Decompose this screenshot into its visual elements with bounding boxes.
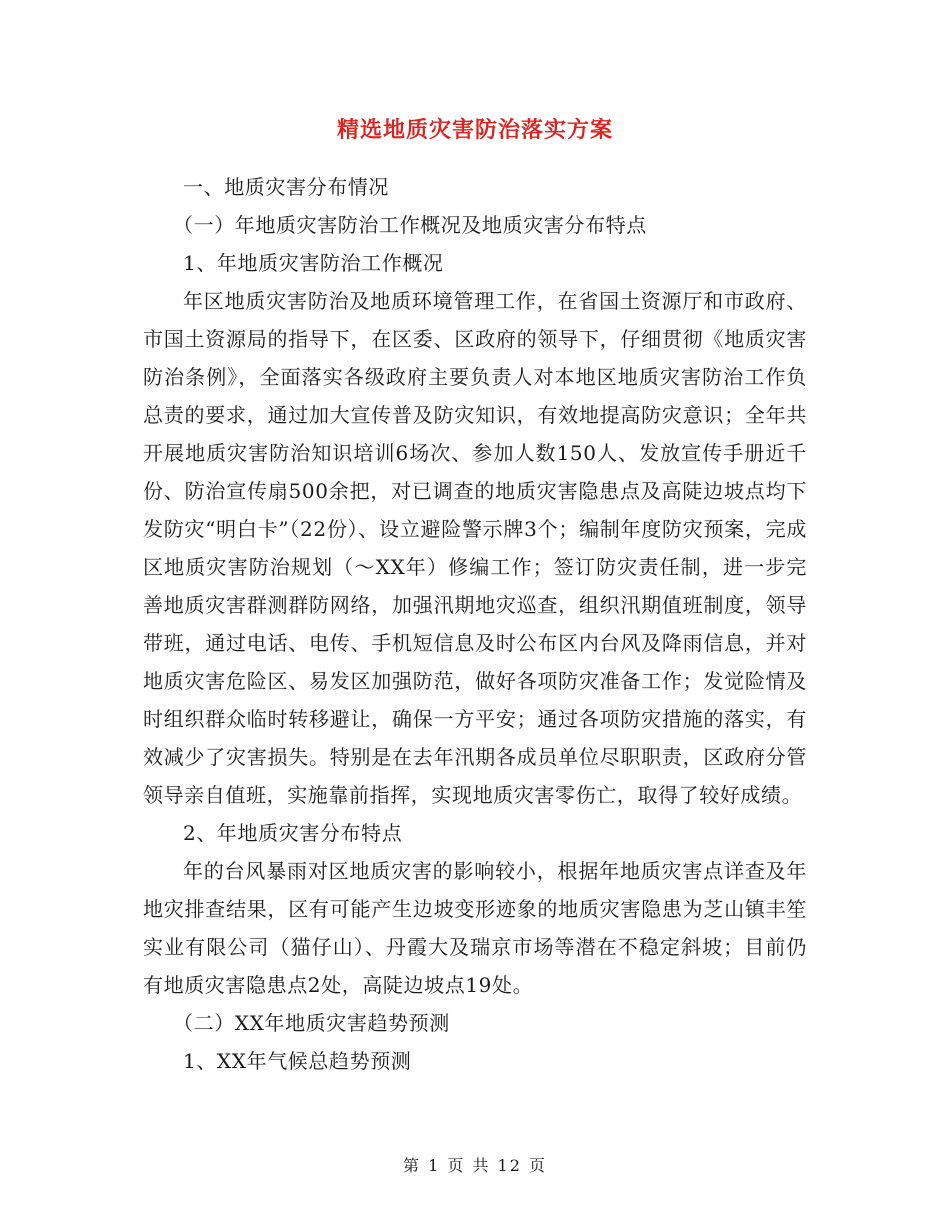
- body-paragraph: 年区地质灾害防治及地质环境管理工作，在省国土资源厅和市政府、市国土资源局的指导下，在区委、区政府的领导下，仔细贯彻《地质灾害防治条例》，全面落实各级政府主要负责人对本地区地质灾害防治工作负总责的要求，通过加大宣传普及防灾知识，有效地提高防灾意识；全年共开展地质灾害防治知识培训6场次、参加人数150人、发放宣传手册近千份、防治宣传扇500余把，对已调查的地质灾害隐患点及高陡边坡点均下发防灾“明白卡”（22份）、设立避险警示牌3个；编制年度防灾预案，完成区地质灾害防治规划（～XX年）修编工作；签订防灾责任制，进一步完善地质灾害群测群防网络，加强汛期地灾巡查，组织汛期值班制度，领导带班，通过电话、电传、手机短信息及时公布区内台风及降雨信息，并对地质灾害危险区、易发区加强防范，做好各项防灾准备工作；发觉险情及时组织群众临时转移避让，确保一方平安；通过各项防灾措施的落实，有效减少了灾害损失。特别是在去年汛期各成员单位尽职职责，区政府分管领导亲自值班，实施靠前指挥，实现地质灾害零伤亡，取得了较好成绩。: [143, 289, 807, 807]
- section-heading: 一、地质灾害分布情况: [183, 175, 389, 199]
- body-paragraph: 年的台风暴雨对区地质灾害的影响较小，根据年地质灾害点详查及年地灾排查结果，区有可能产生边坡变形迹象的地质灾害隐患为芝山镇丰笙实业有限公司（猫仔山）、丹霞大及瑞京市场等潜在不稳定斜坡；目前仍有地质灾害隐患点2处，高陡边坡点19处。: [143, 859, 807, 997]
- document-body: [143, 168, 807, 1080]
- page-number-footer: 第 1 页 共 12 页: [403, 1156, 547, 1175]
- section-subheading: （一）年地质灾害防治工作概况及地质灾害分布特点: [173, 213, 647, 237]
- section-heading: 2、年地质灾害分布特点: [183, 821, 403, 845]
- section-heading: 1、年地质灾害防治工作概况: [183, 251, 444, 275]
- document-title: 精选地质灾害防治落实方案: [336, 118, 613, 143]
- section-subheading: （二）XX年地质灾害趋势预测: [173, 1011, 450, 1035]
- section-heading: 1、XX年气候总趋势预测: [183, 1049, 412, 1073]
